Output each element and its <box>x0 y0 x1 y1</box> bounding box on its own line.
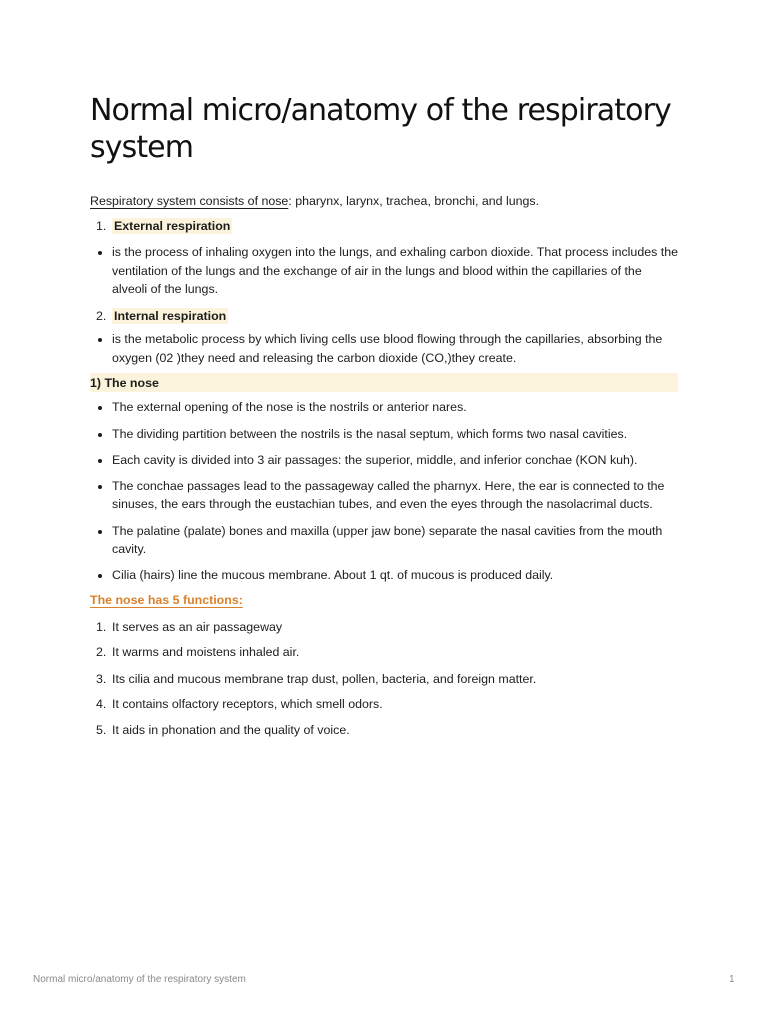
intro-paragraph <box>90 192 678 211</box>
item-number: 2. <box>96 308 107 323</box>
item-text: It serves as an air passageway <box>112 619 283 634</box>
list-item <box>90 721 678 740</box>
nose-functions-heading-text: The nose has 5 functions: <box>90 593 243 607</box>
list-item: The palatine (palate) bones and maxilla (upper jaw bone) separate the nasal cavities from the mouth cavity. <box>90 522 678 559</box>
item-text: It contains olfactory receptors, which smell odors. <box>112 697 383 711</box>
item-number: 2. <box>96 645 107 659</box>
list-item: Each cavity is divided into 3 air passages: the superior, middle, and inferior conchae (KON kuh). <box>90 451 678 470</box>
intro-underlined: Respiratory system consists of nose <box>90 194 289 208</box>
list-item: The conchae passages lead to the passageway called the pharnyx. Here, the ear is connected to the sinuses, the ears through the eustachian tubes, and even the eyes through the nasolacrimal ducts. <box>90 477 678 514</box>
nose-functions-list <box>90 618 678 740</box>
list-item: Cilia (hairs) line the mucous membrane. About 1 qt. of mucous is produced daily. <box>90 566 678 585</box>
intro-rest: : pharynx, larynx, trachea, bronchi, and lungs. <box>288 194 540 208</box>
item-text: It aids in phonation and the quality of voice. <box>112 722 350 737</box>
nose-section-heading: 1) The nose <box>90 373 678 392</box>
external-respiration-bullet: is the process of inhaling oxygen into the lungs, and exhaling carbon dioxide. That process includes the ventilation of the lungs and the exchange of air in the lungs and blood within the capillaries of the alveoli of the lungs. <box>90 243 678 299</box>
document-body <box>90 192 678 739</box>
footer-page-number: 1 <box>729 974 735 985</box>
item-number: 1. <box>96 218 107 233</box>
external-respiration-item <box>90 217 678 236</box>
list-item: The dividing partition between the nostrils is the nasal septum, which forms two nasal cavities. <box>90 425 678 444</box>
internal-respiration-bullet: is the metabolic process by which living cells use blood flowing through the capillaries, absorbing the oxygen (02 )they need and releasing the carbon dioxide (CO,)they create. <box>90 330 678 367</box>
internal-respiration-heading: Internal respiration <box>114 308 227 323</box>
nose-functions-heading <box>90 591 678 610</box>
item-number: 4. <box>96 697 107 711</box>
item-text: Its cilia and mucous membrane trap dust, pollen, bacteria, and foreign matter. <box>112 671 537 686</box>
internal-respiration-item <box>90 307 678 326</box>
external-respiration-heading: External respiration <box>114 218 231 233</box>
item-number: 1. <box>96 619 107 634</box>
item-number: 5. <box>96 722 107 737</box>
footer-document-title: Normal micro/anatomy of the respiratory system <box>33 974 246 985</box>
item-text: It warms and moistens inhaled air. <box>112 645 300 659</box>
list-item <box>90 618 678 637</box>
page-title: Normal micro/anatomy of the respiratory system <box>90 93 671 165</box>
list-item <box>90 670 678 689</box>
list-item <box>90 643 678 662</box>
list-item <box>90 695 678 714</box>
list-item: The external opening of the nose is the nostrils or anterior nares. <box>90 398 678 417</box>
nose-bullet-list <box>90 398 678 584</box>
item-number: 3. <box>96 671 107 686</box>
